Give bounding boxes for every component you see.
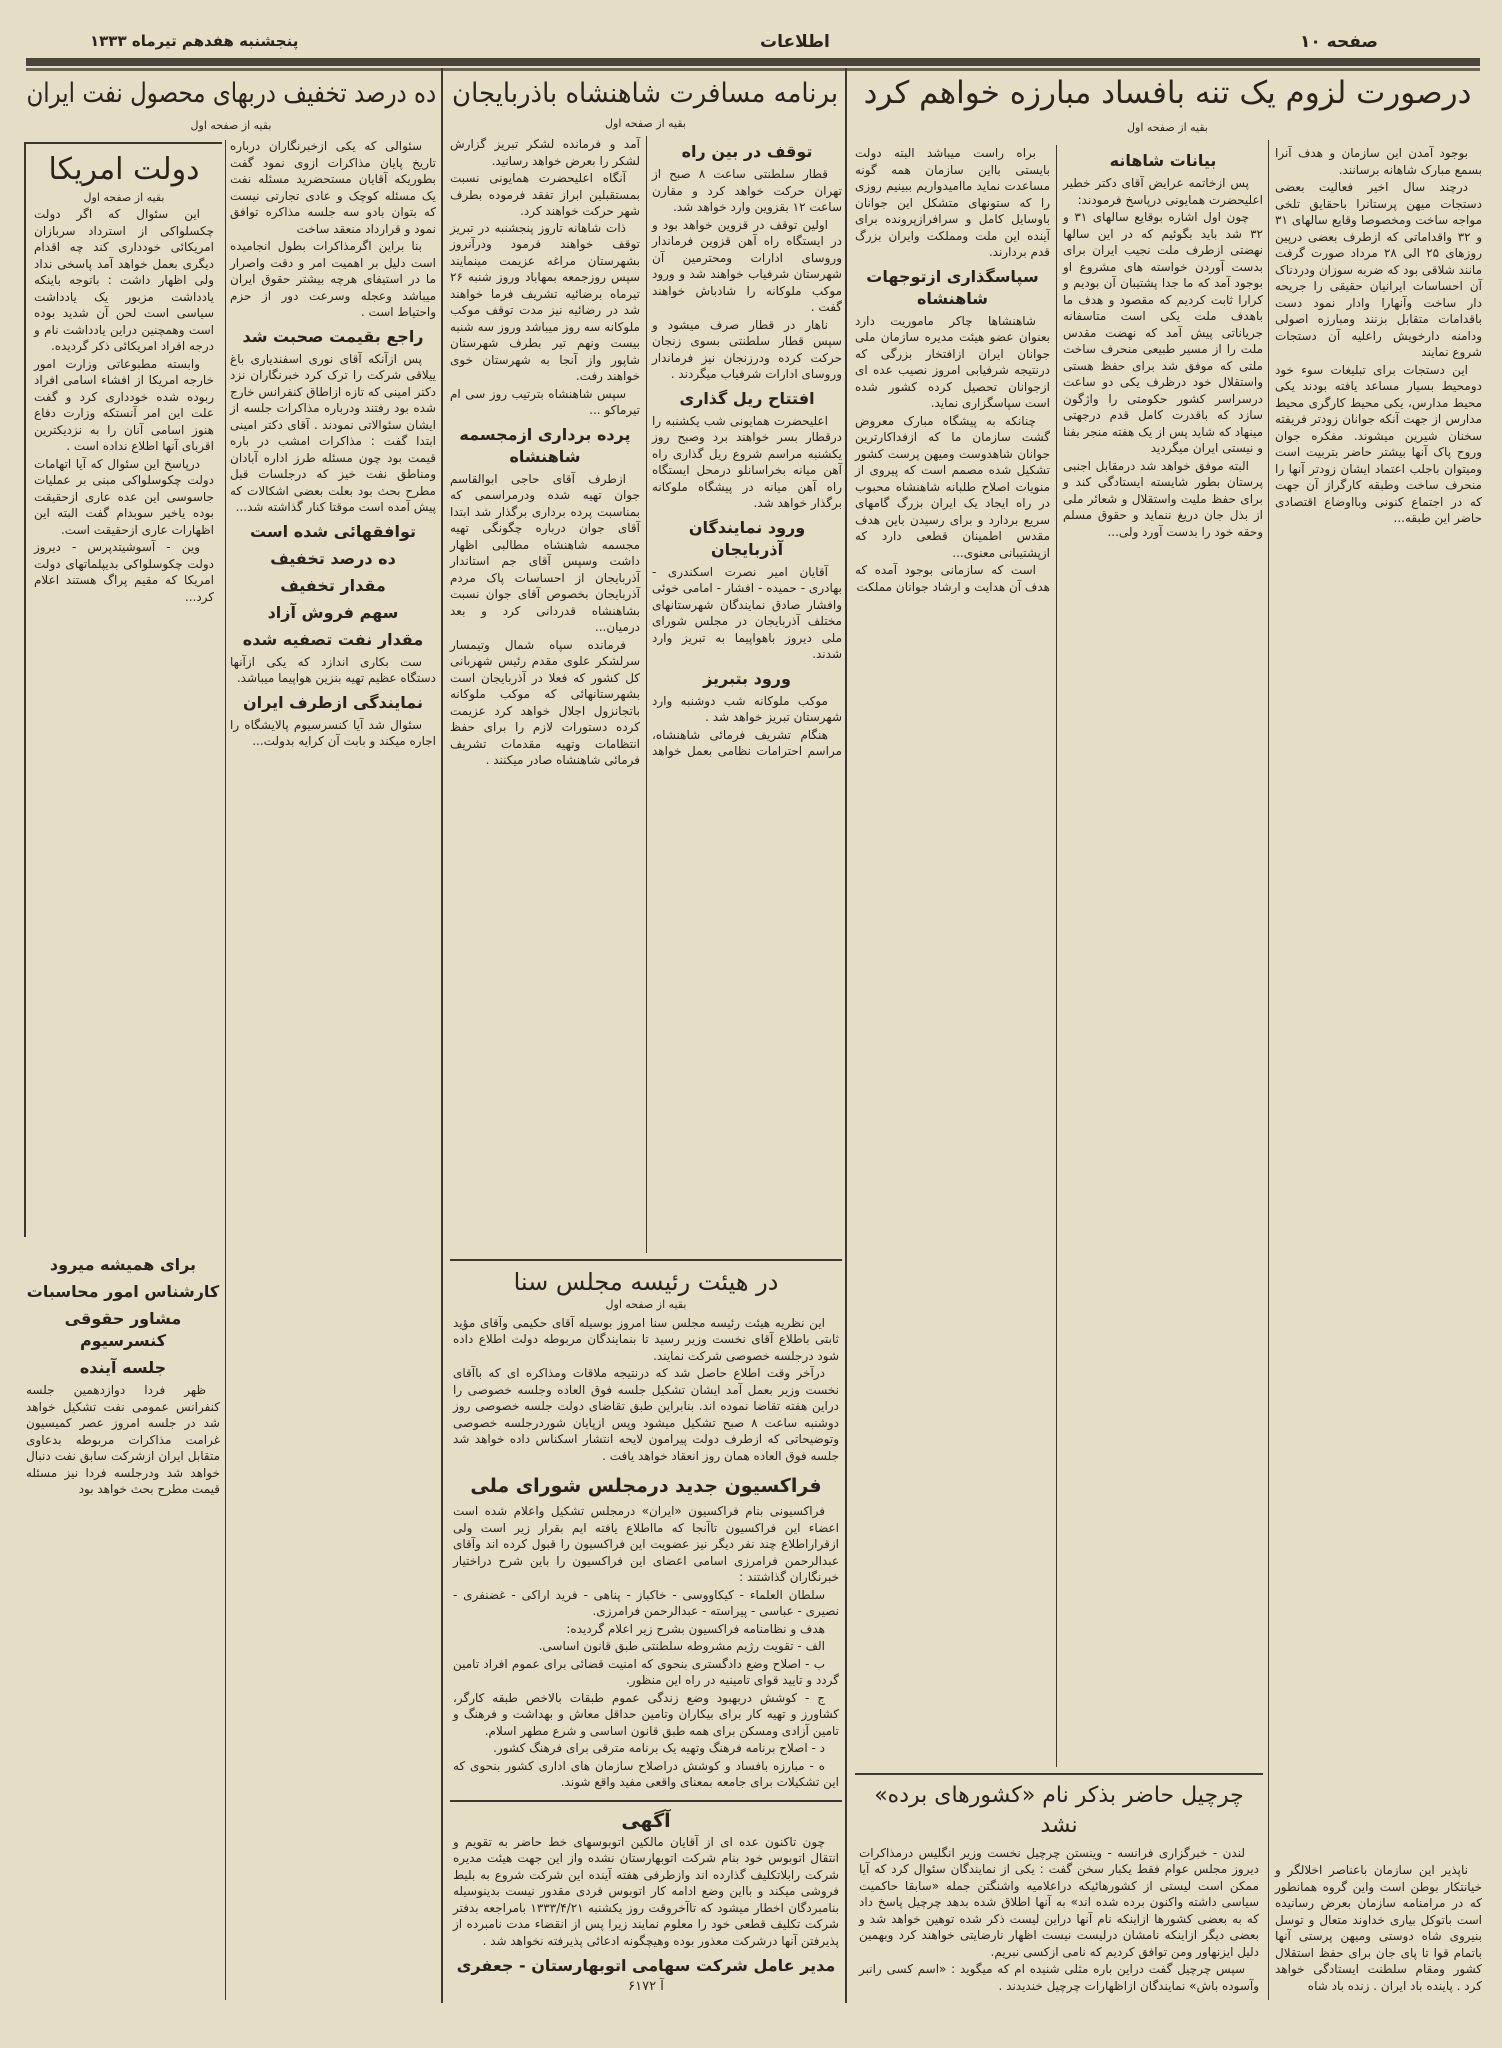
section-divider [450, 1259, 842, 1261]
article-paragraph: اعلیحضرت همایونی شب یکشنبه را درقطار بسر خواهند برد وصبح روز یکشنبه مراسم شروع ریل گذاری راه آهن میانه بخراسانلو درمحل ایستگاه راه آهن میانه در پیشگاه ملوکانه برگذار خواهد شد. [652, 413, 842, 510]
corruption-article-col-3 [855, 145, 1056, 1767]
article-paragraph: ب - اصلاح وضع دادگستری بنحوی که امنیت قضائی برای عموم افراد تامین گردد و تایید قوای تامینیه در راه این منظور. [453, 1656, 839, 1687]
usa-box-body [34, 206, 214, 605]
oil-article-col-right [230, 138, 436, 751]
article-paragraph: براه راست میباشد البته دولت بایستی بااین سازمان همه گونه مساعدت نماید ماامیدواریم ببینیم روزی را که ستونهای متشکل این جوانان باوسایل کامل و سرافرازپرونده برای آینده این ملت ومملکت وایران بزرگ قدم بردارند. [855, 146, 1050, 259]
article-paragraph: اولین توقف در قزوین خواهد بود و در ایستگاه راه آهن قزوین فرماندار وروسای ادارات ومحترمین آن شهرستان شرفیاب خواهند شد و ورود موکب ملوکانه را شادباش خواهند گفت . [652, 217, 842, 314]
article-paragraph: فراکسیونی بنام فراکسیون «ایران» درمجلس تشکیل واعلام شده است اعضاء این فراکسیون تاآنجا که مااطلاع یافته ایم بقرار زیر است ولی ازقراراطلاع چند نفر دیگر نیز عضویت این فراکسیون را قبول کرده اند وآقای عبدالرحمن فرامرزی اسامی اعضای این فراکسیون را باین شرح دراختیار خبرنگاران گذاشتند : [453, 1504, 839, 1584]
corruption-article-col-2 [1056, 145, 1263, 1767]
notice-text: چون تاکنون عده ای از آقایان مالکین اتوبوسهای خط حاضر به تقویم و انتقال اتوبوس خود بنام شرکت اتوبهارستان نشده واز این جهت هیئت مدیره شرکت رابلاتکلیف گذارده اند وازطرفی هفته آینده این شرکت شروع به بلیط فروشی میکند و بااین وضع ادامه کار اتوبوس فردی مقدور نیست بدینوسیله بنامبردگان اخطار میشود که تاآخروقت روز یکشنبه ۱۳۳۳/۴/۲۱ بامراجعه بدفتر شرکت تکلیف قطعی خود را معلوم نمایند زیرا پس از انقضاء مدت نامبرده از پذیرفتن آنها درشرکت معذور بوده وهیچگونه ادعائی پذیرفته نخواهد شد . [453, 1834, 840, 1948]
headline-oil-discount-text: ده درصد تخفیف دربهای محصول نفت ایران [26, 77, 436, 109]
headline-shah-trip-text: برنامه مسافرت شاهنشاه باذربایجان [451, 77, 838, 109]
shah-trip-article [450, 136, 842, 1253]
article-paragraph: ناپذیر این سازمان باعناصر اخلالگر و خیانتکار بوطن است واین گروه همانطور که در مرامنامه سازمان بعرض رسانیده است باتوکل بیاری خداوند متعال و توسل بنیروی شاه دوستی ومیهن پرستی آنها باتمام قوا تا پای جان برای حفظ استقلال کشور ومقام سلطنت ایستادگی خواهد کرد . پاینده باد ایران . زنده باد شاه [1275, 1863, 1482, 1993]
continued-note: بقیه از صفحه اول [605, 117, 686, 130]
article-paragraph: ازطرف آقای حاجی ابوالقاسم جوان تهیه شده ودرمراسمی که بمناسبت پرده برداری برگذار شد ابتدا آقای جوان درباره چگونگی تهیه مجسمه شاهنشاه مطالبی اظهار داشت وسپس آقای جم استاندار آذربایجان از احساسات پاک مردم آذربایجان بخصوص آقای جوان نسبت بشاهنشاه قدردانی کرد و بعد درمیان... [450, 471, 640, 634]
article-paragraph: شاهنشاها چاکر ماموریت دارد بعنوان عضو هیئت مدیره سازمان ملی جوانان ایران ازافتخار بزرگی که درنتیجه شرفیابی امروز نصیب عده ای ازجوانان تحصیل کرده کشور شده است سپاسگزاری نماید. [855, 313, 1050, 410]
continued-note: بقیه از صفحه اول [83, 191, 165, 204]
article-paragraph: ه - مبارزه بافساد و کوشش دراصلاح سازمان های اداری کشور بنحوی که این تشکیلات برای جامعه بمعنای واقعی مفید واقع شوند. [453, 1758, 839, 1789]
article-paragraph: درپاسخ این سئوال که آیا اتهامات دولت چکوسلواکی مبنی بر عملیات جاسوسی این عده عاری ازحقیقت بوده یاخیر سوبدام گفت البته این اظهارات عاری ازحقیقت است. [34, 456, 214, 537]
notice-title: آگهی [621, 1809, 671, 1832]
article-paragraph: سئوالی که یکی ازخبرنگاران درباره تاریخ پایان مذاکرات ازوی نمود گفت بطوریکه آقایان مستحضرید مسئله نفت یک مسئله کوچک و عادی تجارتی نیست که بتوان بادو سه جلسه مذاکره توافق نمود و قرارداد منعقد ساخت [230, 139, 436, 236]
article-paragraph: لندن - خبرگزاری فرانسه - وینستن چرچیل نخست وزیر انگلیس درمذاکرات دیروز مجلس عوام فقط یکبار سخن گفت : یکی از نمایندگان سئوال کرد که آیا ممکن است لیستی از کشورهائیکه دراعلامیه واشنگتن جمله «سابقا حاکمیت سیاسی داشته واکنون برده شده اند» به آنها اطلاق شده بدهد چرچیل پاسخ داد که به بعضی کشورها ازاینکه نام آنها دراین لیست ذکر شده توهین خواهد شد و بعضی دیگر ازاینکه نامشان درلیست نیست اظهار نارضایتی خواهند کرد وبهمین دلیل ایزنهاور ومن توافق کردیم که نامی ازکسی نبریم. [859, 1845, 1259, 1959]
section-divider [450, 1800, 842, 1802]
article-paragraph: ناهار در قطار صرف میشود و سپس قطار سلطنتی بسوی زنجان حرکت کرده ودرزنجان نیز فرماندار وروسای ادارات شرفیاب میگردند . [652, 317, 842, 381]
article-paragraph: الف - تقویت رژیم مشروطه سلطنتی طبق قانون اساسی. [538, 1639, 825, 1653]
section-subheading: توافقهائی شده است [250, 521, 416, 541]
article-paragraph: سپس شاهنشاه بترتیب روز سی ام تیرماکو ... [450, 386, 640, 417]
article-paragraph: چنانکه به پیشگاه مبارک معروض گشت سازمان ما که ازفداکارترین جوانان شاهدوست ومیهن پرست کشور تشکیل شده مصمم است که پیروی از منویات اصلاح طلبانه شاهنشاه محبوب در راه ایجاد یک ایران بزرگ گامهای سریع بردارد و برای رسیدن باین هدف مقدس اطمینان قطعی دارد که ازپشتیبانی معنوی... [855, 413, 1050, 560]
corruption-article-left-wrap [855, 145, 1263, 1995]
article-paragraph: درآخر وقت اطلاع حاصل شد که درنتیجه ملاقات ومذاکره ای که باآقای نخست وزیر بعمل آمد ایشان تشکیل جلسه فوق العاده وجلسه خصوصی را دراین هفته تقاضا نموده اند. بنابراین طبق تقاضای دولت جلسه خصوصی روز دوشنبه ساعت ۸ صبح تشکیل میشود وپس ازپایان شوردرجلسه خصوصی وتوضیحاتی که ازطرف دولت پیرامون لایحه انتشار اسکناس داده خواهد شد جلسه فوق العاده همان روز انعقاد خواهد یافت . [453, 1366, 840, 1463]
notice-body [450, 1834, 842, 1951]
section-subheading: مشاور حقوقی کنسرسیوم [64, 1309, 182, 1350]
article-paragraph: چون اول اشاره بوقایع سالهای ۳۱ و ۳۲ شد باید بگوئیم که در این سالها نهضتی ازطرف ملت نجیب ایران برای بدست آوردن خواسته های مشروع او بوجود آمد که ما جدا پشتیبان آن بودیم و کرارا ثابت کردیم که مقصود و هدف ما باهدف ملت یکی است متاسفانه جریاناتی پیش آمد که نهضت مقدس ملت را از مسیر طبیعی منحرف ساخت ملتی که موفق شد برای حفظ هستی واستقلال خود درظرف یکی دو ساعت درسراسر کشور حکومتی را واژگون سازد که باقدرت کامل قدم درجهتی مینهاد که شاید پس از یک هفته منجر بفنا و نیستی ایران میگردید [1063, 210, 1263, 455]
article-paragraph: این نظریه هیئت رئیسه مجلس سنا امروز بوسیله آقای حکیمی وآقای مؤید ثابتی باطلاع آقای نخست وزیر رسید تا بنمایندگان مربوطه دولت اطلاع داده شود درجلسه خصوصی شرکت نمایند. [453, 1315, 839, 1363]
article-paragraph: سئوال شد آیا کنسرسیوم پالایشگاه را اجاره میکند و بابت آن کرایه بدولت... [230, 717, 436, 748]
column-divider [225, 140, 226, 2000]
section-subheading: بیانات شاهانه [1109, 151, 1217, 170]
headline-corruption [860, 74, 1475, 112]
section-subheading: مقدار تخفیف [280, 575, 386, 595]
article-paragraph: سپس چرچیل گفت دراین باره مثلی شنیده ام که میگوید : «اسم کسی رانبر وآسوده باش» نمایندگان ازاظهارات چرچیل خندیدند . [859, 1962, 1259, 1993]
article-paragraph: آنگاه اعلیحضرت همایونی نسبت بمستقبلین ابراز تفقد فرموده بطرف شهر حرکت خواهند کرد. [450, 171, 640, 218]
headline-corruption-text: درصورت لزوم یک تنه بافساد مبارزه خواهم کرد [863, 75, 1472, 111]
section-subheading: جلسه آینده [79, 1358, 167, 1377]
headline-new-fraction: فراکسیون جدید درمجلس شورای ملی [470, 1475, 822, 1497]
section-subheading: راجع بقیمت صحبت شد [242, 326, 424, 346]
article-paragraph: د - اصلاح برنامه فرهنگ وتهیه یک برنامه مترقی برای فرهنگ کشور. [493, 1741, 825, 1755]
churchill-article [855, 1841, 1263, 1996]
section-subheading: ده درصد تخفیف [270, 548, 396, 568]
corruption-article-col-1-tail [1275, 1862, 1482, 1995]
continued-note: بقیه از صفحه اول [190, 119, 272, 132]
column-divider [441, 68, 443, 2003]
article-paragraph: البته موفق خواهد شد درمقابل اجنبی پرستان بطور شایسته ایستادگی کند و برای حفظ ملیت واستقلال و شعائر ملی از بذل جان دریغ ننماید و حقوق مسلم وحقه خود را بدست آورد ولی... [1063, 458, 1263, 539]
article-paragraph: ظهر فردا دوازدهمین جلسه کنفرانس عمومی نفت تشکیل خواهد شد در جلسه امروز عصر کمیسیون غرامت مذاکرات مربوطه بدعاوی متقابل ایران ازشرکت سابق نفت دنبال خواهد شد ودرجلسه فردا نیز مسئله قیمت مطرح بحث خواهد بود [26, 1383, 220, 1496]
continued-note: بقیه از صفحه اول [605, 1297, 687, 1311]
masthead-rule [26, 58, 1480, 68]
oil-article-col-left [24, 1249, 222, 1499]
article-paragraph: قطار سلطنتی ساعت ۸ صبح از تهران حرکت خواهد کرد و مقارن ساعت ۱۲ بقزوین وارد خواهد شد. [652, 167, 842, 214]
headline-senate: در هیئت رئیسه مجلس سنا [513, 1267, 779, 1296]
article-paragraph: است که سازمانی بوجود آمده که هدف آن هدایت و ارشاد جوانان مملکت [855, 563, 1050, 594]
middle-zone [450, 136, 842, 1996]
senate-article [450, 1313, 842, 1468]
article-paragraph: آقایان امیر نصرت اسکندری - بهادری - حمیده - افشار - امامی خوئی وافشار صادق نمایندگان شهرستانهای مختلف آذربایجان در مجلس شورای ملی دیروز باهواپیما به تبریز وارد شدند. [652, 564, 842, 661]
notice-signature: مدیر عامل شرکت سهامی اتوبهارستان - جعفری [456, 1956, 836, 1975]
continued-note: بقیه از صفحه اول [1127, 121, 1208, 134]
corruption-article-col-1 [1275, 145, 1482, 1852]
corruption-article-columns [855, 145, 1263, 1767]
section-subheading: ورود بتبریز [703, 668, 791, 688]
article-paragraph: این سئوال که اگر دولت چکسلواکی از استرداد سربازان امریکائی خودداری کند چه اقدام دیگری بعمل خواهد آمد پاسخی نداد ولی اظهار داشت : باتوجه باینکه یادداشت مزبور یک یادداشت سیاسی است لحن آن شدید بوده است وهمچنین دراین یادداشت نام و درجه افراد امریکائی ذکر گردیده. [34, 207, 214, 353]
article-paragraph: ج - کوشش دربهبود وضع زندگی عموم طبقات بالاخص طبقه کارگر، کشاورز و تهیه کار برای بیکاران وتامین حداقل معاش و بهداشت و فرهنگ و تامین آزادی ومسکن برای همه طبق قانون اساسی و شرع مطهر اسلام. [453, 1690, 839, 1738]
section-subheading: ورود نمایندگان آذربایجان [688, 517, 806, 559]
article-paragraph: پس ازخاتمه عرایض آقای دکتر خطیر اعلیحضرت همایونی درپاسخ فرمودند: [1063, 176, 1263, 207]
usa-box [24, 142, 222, 1237]
column-divider [845, 68, 847, 2003]
shah-trip-col-left [450, 220, 640, 769]
column-divider [1268, 140, 1269, 2000]
article-paragraph: وین - آسوشیتدپرس - دیروز دولت چکوسلواکی بدیپلماتهای دولت امریکا که مقیم پراگ هستند اعلام کرد... [34, 540, 214, 604]
notice-code: آ ۶۱۷۲ [628, 1979, 664, 1994]
article-paragraph: ذات شاهانه تاروز پنجشنبه در تبریز توقف خواهند فرمود ودرآنروز بشهرستان مراغه عزیمت مینمایند سپس روزجمعه بمهاباد وروز شنبه ۲۶ تیرماه برضائیه تشریف فرما خواهند شد در رضائیه نیز مدت توقف موکب ملوکانه سه روز میباشد وروز سه شنبه بیست ونهم تیر بطرف شهرستان شاپور واز آنجا به شهرستان خوی خواهند رفت. [450, 220, 640, 383]
article-paragraph: فرمانده سپاه شمال وتیمسار سرلشکر علوی مقدم رئیس شهربانی کل کشور که فعلا در آذربایجان است بشهرستانهائی که موکب ملوکانه باتجانزول اجلال خواهد کرد عزیمت کرده دستورات لازم را برای حفظ انتظامات وتهیه مقدمات تشریف فرمائی شاهنشاه صادر میکنند . [450, 637, 640, 767]
article-paragraph: هنگام تشریف فرمائی شاهنشاه، مراسم احترامات نظامی بعمل خواهد آمد و فرمانده لشکر تبریز گزارش لشکر را بعرض خواهد رسانید. [450, 137, 842, 758]
article-paragraph: هدف و نظامنامه فراکسیون بشرح زیر اعلام گردیده: [566, 1621, 825, 1636]
article-paragraph: پس ازآنکه آقای نوری اسفندیاری باغ ییلاقی شرکت را ترک کرد خبرنگاران نزد دکتر امینی که تازه ازاطاق کنفرانس خارج شده بود رفتند ودرباره مذاکرات جلسه از ایشان سئوالاتی نمودند . آقای دکتر امینی ابتدا گفت : مذاکرات امشب در باره قیمت بود چون مسئله طرز اداره آبادان ومناطق نفت خیز که درجلسات قبل مطرح بحث بود بعلت بعضی اشکالات که پیش آمده است موقتا کنار گذاشته شد... [229, 351, 436, 514]
section-subheading: سپاسگذاری ازتوجهات شاهنشاه [866, 266, 1039, 308]
article-paragraph: این دستجات برای تبلیغات سوء خود دومحیط بسیار مساعد یافته بودند یکی محیط مدارس، یکی محیط کارگری محیط مدارس از جهت آنکه جوانان زودتر فریفته سخنان شیرین میشوند. مفکره جوان وروح پاک آنها بیشتر حاضر بتربیت است ومیتوان باجلب اعتماد ایشان زودتر آنها را منحرف ساخت وطبقه کارگراز آن جهت که در اجتماع کنونی وبااوضاع اقتصادی حاضر این طبقه... [1275, 362, 1482, 525]
newspaper-name: اطلاعات [760, 32, 830, 52]
article-paragraph: وابسته مطبوعاتی وزارت امور خارجه امریکا از افشاء اسامی افراد ربوده شده خودداری کرد و گفت علت این امر آنستکه وزارت دفاع هنوز اسامی آنان را به نزدیکترین اقربای آنها اطلاع نداده است . [34, 356, 214, 453]
left-subcolumn [24, 142, 222, 1499]
headline-churchill: چرچیل حاضر بذکر نام «کشورهای برده» نشد [874, 1782, 1244, 1838]
issue-date: پنجشنبه هفدهم تیرماه ۱۳۳۳ [90, 32, 299, 50]
article-paragraph: بنا براین اگرمذاکرات بطول انجامیده است دلیل بر اهمیت امر و دقت واصرار ما در استیفای هرچه بیشتر حقوق ایران میباشد وعجله وسرعت دور از حزم واحتیاط است . [230, 239, 436, 319]
article-paragraph: سلطان العلماء - کیکاووسی - خاکباز - پناهی - فرید اراکی - غضنفری - نصیری - عباسی - پیراسته - عبدالرحمن فرامرزی. [453, 1587, 839, 1618]
section-subheading: کارشناس امور محاسبات [26, 1282, 220, 1301]
corruption-article-col-1-wrap [1275, 145, 1482, 1995]
headline-oil-discount [26, 74, 436, 112]
section-subheading: پرده برداری ازمجسمه شاهنشاه [459, 424, 631, 466]
section-subheading: برای همیشه میرود [49, 1255, 197, 1274]
page-number: صفحه ۱۰ [1300, 32, 1378, 52]
section-subheading: افتتاح ریل گذاری [679, 388, 815, 408]
section-subheading: سهم فروش آزاد [267, 602, 399, 622]
section-divider [855, 1773, 1263, 1775]
article-paragraph: درچند سال اخیر فعالیت بعضی دستجات میهن پرستانرا باحقایق تلخی مواجه ساخت ومخصوصا وقایع سالهای ۳۱ و ۳۲ واقداماتی که ازطرف بعضی درپین روزهای ۲۵ الی ۲۸ مرداد صورت گرفت مانند شلاقی بود که ضربه سوزان ودردناک آن احساسات ایرانیان حقیقی را جریحه دار ساخت وآنهارا وادار نمود دست باقدامات متقابل بزنند ومبارزه اصولی ودامنه دارخویش راعلیه آن دستجات شروع نمایند [1274, 180, 1483, 359]
section-subheading: توقف در بین راه [681, 142, 813, 161]
article-paragraph: بوجود آمدن این سازمان و هدف آنرا بسمع مبارک شاهانه برسانند. [1275, 146, 1482, 177]
article-paragraph: ست بکاری اندازد که یکی ازآنها دستگاه عظیم تهیه بنزین هواپیما میباشد. [230, 654, 436, 685]
headline-shah-trip [452, 74, 838, 112]
article-paragraph: موکب ملوکانه شب دوشنبه وارد شهرستان تبریز خواهد شد . [652, 693, 842, 724]
section-subheading: نمایندگی ازطرف ایران [242, 692, 424, 712]
fraction-article [450, 1501, 842, 1794]
usa-box-title: دولت امریکا [48, 152, 200, 187]
section-subheading: مقدار نفت تصفیه شده [242, 629, 424, 649]
